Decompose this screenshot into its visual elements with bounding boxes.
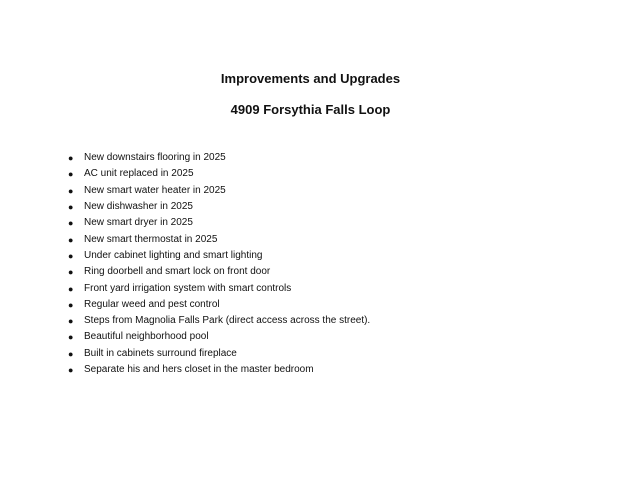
list-item-text: Built in cabinets surround fireplace [84, 347, 237, 359]
list-item-text: New smart thermostat in 2025 [84, 233, 218, 245]
list-item [68, 346, 370, 362]
list-item [68, 183, 370, 199]
bullet-icon: ● [68, 218, 74, 229]
bullet-icon: ● [68, 365, 74, 375]
list-item-text: Regular weed and pest control [84, 298, 220, 310]
list-item-text: Beautiful neighborhood pool [84, 331, 209, 343]
list-item [68, 362, 370, 378]
list-item [68, 264, 370, 280]
list-item [68, 215, 370, 231]
list-item-text: Separate his and hers closet in the master bedroom [84, 364, 314, 375]
list-item [68, 150, 370, 166]
bullet-icon: ● [68, 332, 74, 343]
bullet-icon: ● [68, 250, 74, 261]
list-item [68, 199, 370, 215]
bullet-icon: ● [68, 267, 74, 278]
bullet-icon: ● [68, 185, 74, 196]
bullet-icon: ● [68, 234, 74, 245]
list-item [68, 231, 370, 247]
bullet-icon: ● [68, 316, 74, 327]
page-title: Improvements and Upgrades [220, 71, 401, 86]
list-item [68, 280, 370, 296]
list-item-text: Steps from Magnolia Falls Park (direct access across the street). [84, 315, 371, 327]
list-item-text: New downstairs flooring in 2025 [84, 152, 226, 164]
bullet-icon: ● [68, 299, 74, 310]
list-item [68, 329, 370, 345]
bullet-icon: ● [68, 202, 74, 213]
list-item [68, 313, 370, 329]
improvements-list [68, 150, 370, 378]
bullet-icon: ● [68, 283, 74, 294]
bullet-icon: ● [68, 169, 74, 180]
list-item [68, 297, 370, 313]
list-item-text: Ring doorbell and smart lock on front door [84, 266, 271, 278]
address-heading: 4909 Forsythia Falls Loop [230, 102, 391, 117]
list-item-text: New smart water heater in 2025 [84, 184, 226, 196]
list-item-text: Under cabinet lighting and smart lighting [84, 249, 263, 261]
list-item-text: AC unit replaced in 2025 [84, 168, 194, 180]
list-item-text: New dishwasher in 2025 [84, 201, 193, 213]
list-item [68, 248, 370, 264]
bullet-icon: ● [68, 153, 74, 164]
bullet-icon: ● [68, 348, 74, 359]
list-item-text: Front yard irrigation system with smart controls [84, 282, 292, 294]
list-item-text: New smart dryer in 2025 [84, 217, 193, 229]
list-item [68, 166, 370, 182]
